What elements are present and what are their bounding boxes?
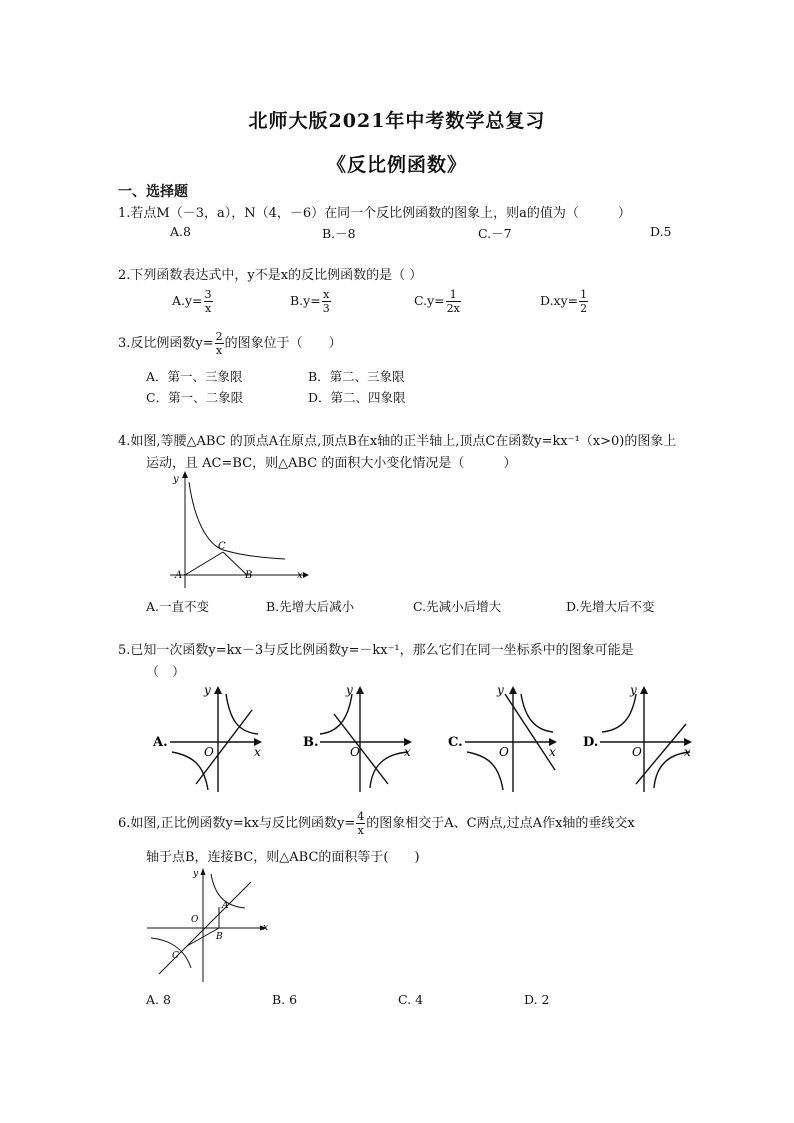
q4-side-ac [185,552,223,575]
q2-option-d-den: 2 [580,302,588,315]
q5-line1: 5.已知一次函数y=kx－3与反比例函数y=－kx⁻¹，那么它们在同一坐标系中的图象可能是 [118,643,634,658]
q6-line1 [118,810,635,837]
q5-graph-d-x: x [684,745,691,759]
q4-label-y: y [173,474,179,485]
q5-graph-b-label: B. [303,735,319,750]
q2-option-a-fraction [204,288,213,315]
q2-text: 2.下列函数表达式中，y不是x的反比例函数的是（ ） [118,268,423,283]
q5-graph-d-origin: O [632,745,642,759]
q3-num: 2 [215,330,223,343]
q4-label-b: B [245,570,253,581]
q5-graph-c-y: y [497,683,504,697]
q4-option-a: A.一直不变 [146,599,210,614]
q5-graph-d-y: y [630,683,637,697]
q2-option-b-den: 3 [322,302,330,315]
q1-option-c: C.－7 [478,226,512,241]
q4-y-arrow [182,471,188,478]
q2-option-a [172,288,214,315]
q3-option-b: B．第二、三象限 [308,369,405,384]
q5-graph-d-label: D. [583,735,599,750]
q4-label-x: x [297,570,303,581]
q3-text [118,330,342,357]
q4-option-b: B.先增大后减小 [266,599,355,614]
q6-label-c: C [172,951,179,961]
q6-fraction [356,810,365,837]
q6-post: 的图象相交于A、C两点,过点A作x轴的垂线交x [366,816,635,831]
q6-line2: 轴于点B，连接BC，则△ABC的面积等于( ) [146,850,420,865]
q2-option-c-den: 2x [446,302,460,315]
q2-option-c-num: 1 [446,288,461,302]
q6-den: x [357,824,364,837]
q6-label-y: y [193,869,199,879]
q2-option-a-num: 3 [204,288,212,301]
q5-graph-a-branch-2 [172,752,208,790]
page-title: 北师大版2021年中考数学总复习 [248,110,546,132]
q5-graph-b-y-arrow [356,686,364,694]
q6-option-c: C. 4 [398,992,424,1007]
q6-option-a: A. 8 [146,992,171,1007]
q4-label-c: C [218,541,226,552]
q1-text: 1.若点M（－3，a），N（4，－6）在同一个反比例函数的图象上，则a的值为（ ） [118,206,631,221]
q4-figure [165,470,310,590]
q3-option-c: C．第一、二象限 [146,390,244,405]
q5-graph-a-origin: O [204,745,214,759]
q4-side-cb [223,552,247,575]
q5-graph-a [150,680,265,795]
page-subtitle: 《反比例函数》 [326,154,467,176]
q5-graph-b-branch-2 [370,752,408,788]
q3-den: x [216,344,223,357]
q4-option-d: D.先增大后不变 [566,599,655,614]
q5-graph-c [445,680,560,795]
q5-graph-b-y: y [346,683,353,697]
q5-graph-d-branch-1 [602,694,636,732]
q5-graph-b-origin: O [350,745,360,759]
q6-hyperbola-2 [151,938,191,968]
q3-option-a: A．第一、三象限 [146,369,243,384]
q3-pre: 3.反比例函数y= [118,336,214,351]
q6-option-b: B. 6 [272,992,298,1007]
q3-post: 的图象位于（ ） [224,336,342,351]
q5-graph-a-y: y [204,683,211,697]
q4-line2: 运动，且 AC=BC，则△ABC 的面积大小变化情况是（ ） [146,456,517,471]
q4-hyperbola [189,482,285,559]
q5-graph-b [300,680,415,795]
q5-graph-c-y-arrow [509,686,517,694]
q5-graph-b-x: x [404,745,411,759]
q5-graph-a-x: x [254,745,261,759]
q5-graph-a-branch-1 [226,694,258,734]
q4-label-a: A [175,570,183,581]
q2-option-d-num: 1 [580,288,588,301]
section-heading: 一、选择题 [118,184,188,200]
q1-option-b: B.－8 [322,226,356,241]
q6-option-d: D. 2 [524,992,550,1007]
q5-graph-d-y-arrow [640,686,648,694]
q4-line1: 4.如图,等腰△ABC 的顶点A在原点,顶点B在x轴的正半轴上,顶点C在函数y=kx⁻¹（x>0)的图象上 [118,434,677,449]
q4-x-arrow [303,572,309,578]
q4-option-c: C.先减小后增大 [413,599,502,614]
q3-fraction [215,330,224,357]
q2-option-b [290,288,332,315]
q5-graph-c-label: C. [448,735,463,750]
q6-y-arrow [201,868,206,875]
q2-option-b-prefix: B.y= [290,293,321,308]
q6-label-b: B [216,932,223,942]
q2-option-c-fraction [446,288,461,315]
q5-graph-c-branch-2 [467,752,503,790]
q6-figure [145,866,275,984]
q5-graph-c-x: x [549,745,556,759]
q6-label-x: x [263,923,269,933]
q6-pre: 6.如图,正比例函数y=kx与反比例函数y= [118,816,356,831]
q6-label-o: O [191,915,199,925]
q2-option-c-prefix: C.y= [414,293,445,308]
q6-label-a: A [222,901,229,911]
q2-option-a-prefix: A.y= [172,293,203,308]
q2-option-d-prefix: D.xy= [540,293,579,308]
q3-option-d: D．第二、四象限 [308,390,406,405]
q2-option-b-fraction [322,288,331,315]
q2-option-d-fraction [579,288,588,315]
q2-option-b-num: x [323,288,330,301]
q5-graph-c-origin: O [499,745,509,759]
q5-graph-b-branch-1 [320,694,352,734]
q1-option-d: D.5 [650,224,672,239]
q6-num: 4 [357,810,365,823]
q5-graph-a-label: A. [153,735,168,750]
q2-option-c [414,288,462,315]
q5-graph-a-y-arrow [214,686,222,694]
q5-graph-b-line [334,714,388,784]
q5-graph-d [580,680,695,795]
q5-line2: （ ） [146,665,186,680]
q2-option-a-den: x [204,302,212,315]
q2-option-d [540,288,589,315]
q1-option-a: A.8 [170,224,191,239]
